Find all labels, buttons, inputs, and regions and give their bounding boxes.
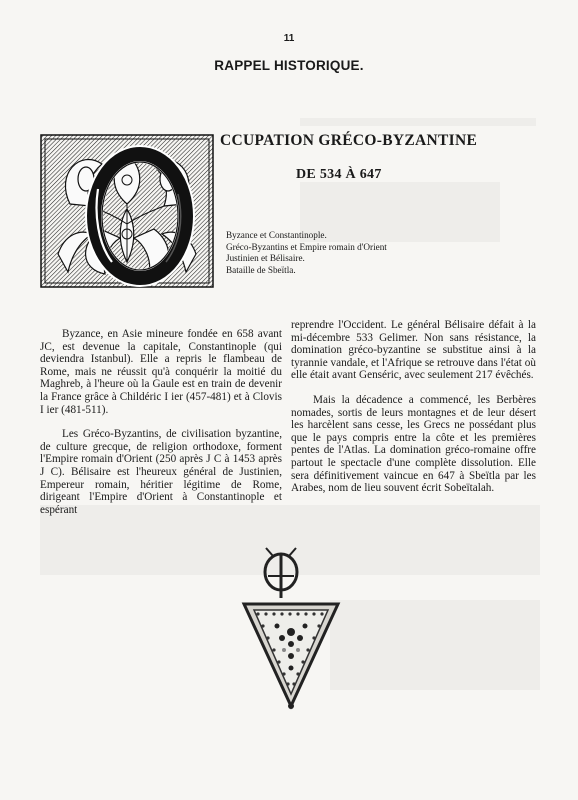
summary-line: Gréco-Byzantins et Empire romain d'Orient xyxy=(226,241,387,252)
berber-pendant-icon xyxy=(236,546,346,722)
bleed-through xyxy=(330,600,540,690)
paragraph: Mais la décadence a commencé, les Berbères nomades, sortis de leurs montagnes et de leur désert les harcèlent sans cesse, les Grecs ne possédant plus que le pays compris entre la côte et les premières pentes de l'Atlas. La domination gréco-romaine offre partout le spectacle d'une complète dissolution. Elle sera définitivement vaincue en 647 à Sbeïtla par les Arabes, nom de lieu souvent écrit Sobeïtalah. xyxy=(291,393,536,495)
summary-line: Justinien et Bélisaire. xyxy=(226,253,305,264)
chapter-title: CCUPATION GRÉCO-BYZANTINE xyxy=(220,132,478,149)
section-title: RAPPEL HISTORIQUE. xyxy=(214,58,364,73)
paragraph: Les Gréco-Byzantins, de civilisation byzantine, de culture grecque, de religion orthodoxe, forment l'Empire romain d'Orient (250 après J C à 1453 après J C). Bélisaire est l'heureux général de Justinien, Empereur romain, héritier légitime de Rome, dirigeant l'Empire d'Orient à Constantinople et espérant xyxy=(40,428,282,516)
ornate-letter-o-icon xyxy=(40,134,214,288)
body-column-right xyxy=(291,319,536,495)
paragraph: Byzance, en Asie mineure fondée en 658 avant JC, est devenue la capitale, Constantinople (qui deviendra Istanbul). Elle a repris le flambeau de Rome, mais ne réussit qu'à conquérir la moitié du Maghreb, à l'heure où la Gaule est en train de devenir la France grâce à Childéric I ier (457-481) et à Clovis I ier (481-511). xyxy=(40,328,282,416)
summary-line: Byzance et Constantinople. xyxy=(226,230,327,240)
page-number: 11 xyxy=(283,33,295,44)
body-column-left xyxy=(40,328,282,516)
summary-line: Bataille de Sbeïtla. xyxy=(226,264,296,275)
bleed-through xyxy=(300,118,536,126)
chapter-summary xyxy=(226,230,546,276)
chapter-dates: DE 534 À 647 xyxy=(296,167,382,182)
paragraph: reprendre l'Occident. Le général Bélisaire défait à la mi-décembre 533 Gelimer. Non sans résistance, la domination gréco-byzantine se substitue ainsi à la tyrannie vandale, et l'Afrique se retrouve dans l'état où elle était avant Genséric, avec seulement 217 évêchés. xyxy=(291,319,536,382)
